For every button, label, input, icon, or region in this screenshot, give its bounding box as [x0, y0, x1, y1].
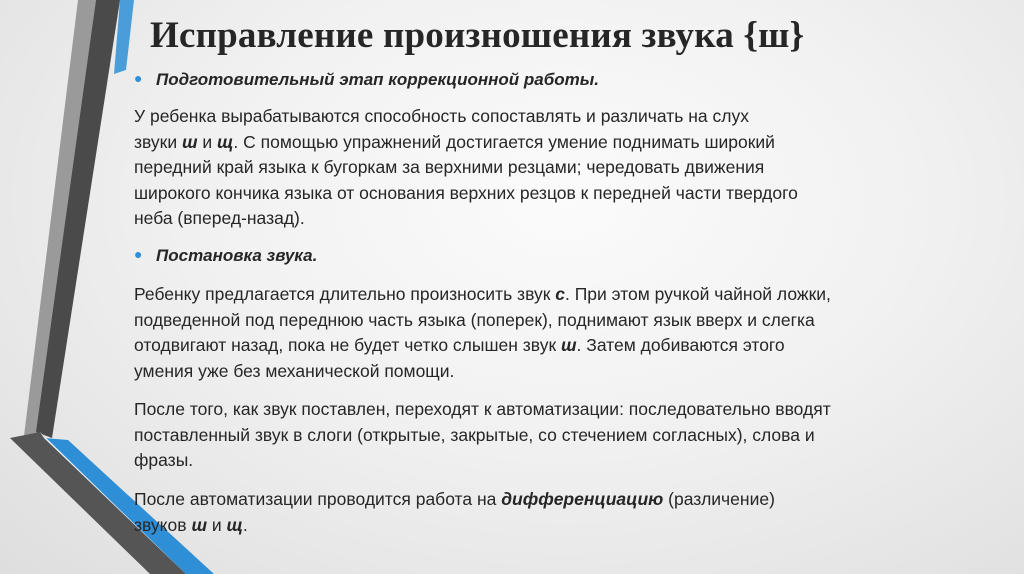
text-line: У ребенка вырабатываются способность сопоставлять и различать на слух: [134, 106, 749, 126]
bullet-dot-icon: ●: [134, 246, 143, 262]
paragraph-staging-1: [134, 282, 996, 384]
text-line: фразы.: [134, 450, 194, 470]
paragraph-preparatory: [134, 104, 996, 232]
slide-title: Исправление произношения звука {ш}: [150, 15, 805, 56]
heading-staging-text: Постановка звука.: [156, 246, 318, 265]
text-line: звуков ш и щ.: [134, 514, 248, 535]
paragraph-staging-3: [134, 487, 996, 538]
text-line: После автоматизации проводится работа на дифференциацию (различение): [134, 489, 775, 509]
text-line: умения уже без механической помощи.: [134, 360, 455, 381]
bullet-heading-staging: [134, 246, 317, 266]
text-line: После того, как звук поставлен, переходят к автоматизации: последовательно вводят: [134, 399, 831, 419]
bullet-heading-preparatory: [134, 70, 599, 90]
text-line: Ребенку предлагается длительно произносить звук с. При этом ручкой чайной ложки,: [134, 284, 831, 304]
paragraph-staging-2: [134, 397, 996, 474]
text-line: подведенной под переднюю часть языка (поперек), поднимают язык вверх и слегка: [134, 309, 815, 330]
text-line: широкого кончика языка от основания верхних резцов к передней части твердого: [134, 182, 798, 203]
text-line: поставленный звук в слоги (открытые, закрытые, со стечением согласных), слова и: [134, 424, 815, 445]
slide-content: [134, 0, 996, 574]
text-line: звуки ш и щ. С помощью упражнений достигается умение поднимать широкий: [134, 131, 775, 152]
heading-preparatory-text: Подготовительный этап коррекционной работы.: [156, 70, 599, 89]
text-line: неба (вперед-назад).: [134, 208, 305, 228]
bullet-dot-icon: ●: [134, 70, 143, 86]
text-line: отодвигают назад, пока не будет четко слышен звук ш. Затем добиваются этого: [134, 335, 785, 355]
text-line: передний край языка к бугоркам за верхними резцами; чередовать движения: [134, 157, 765, 177]
